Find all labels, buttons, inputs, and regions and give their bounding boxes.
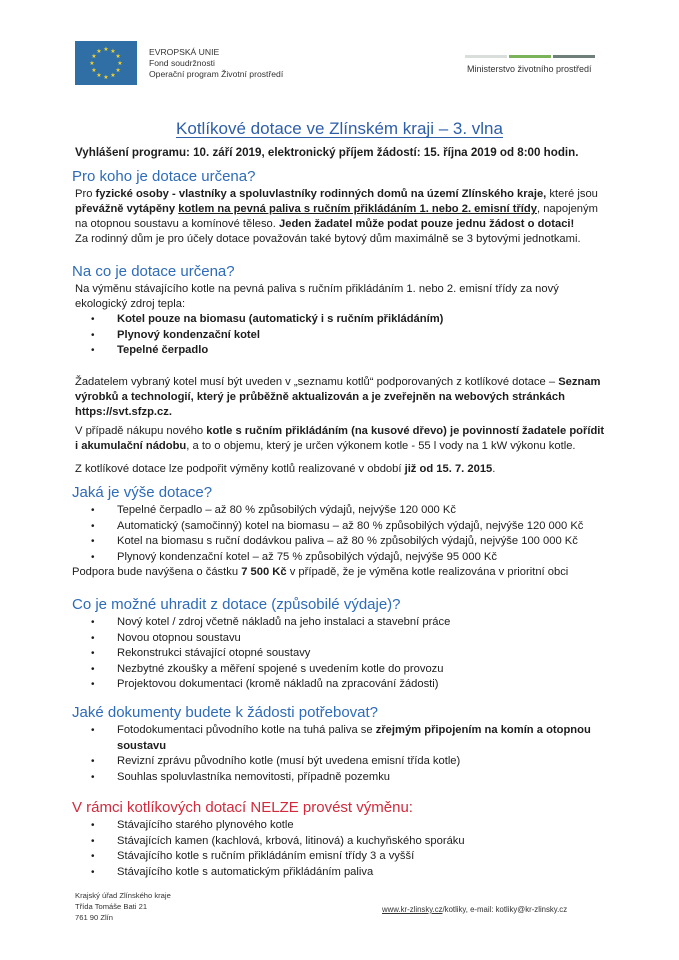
section-heading: Jaká je výše dotace? [72,484,213,501]
eu-star-icon: ★ [103,47,109,53]
eu-flag-icon [75,41,137,85]
list-item-text: Nový kotel / zdroj včetně nákladů na jeho instalaci a stavební práce [117,616,451,628]
list-item-text: Plynový kondenzační kotel – až 75 % způsobilých výdajů, nejvýše 95 000 Kč [117,550,497,563]
bullet-icon: • [91,632,95,644]
ministry-logo-bars [465,55,595,58]
list-item [87,519,615,535]
text-run: V případě nákupu nového [75,424,207,437]
list-item [87,770,605,786]
eu-star-icon: ★ [96,73,102,80]
list-item [87,646,605,662]
address-line: Krajský úřad Zlínského kraje [75,891,171,900]
bullet-icon: • [91,648,95,659]
list-item-text: Kotel na biomasu s ruční dodávkou paliva – až 80 % způsobilých výdajů, nejvýše 100 000 Kč [117,535,578,547]
website-link[interactable]: www.kr-zlinsky.cz [382,905,443,914]
section-eligible-costs [72,596,605,693]
list-item-text: Souhlas spoluvlastníka nemovitosti, případně pozemku [117,770,391,783]
list-item-text: Stávajících kamen (kachlová, krbová, litinová) a kuchyňského sporáku [117,834,465,847]
list-item-text: Rekonstrukci stávající otopné soustavy [117,647,311,659]
text-run: Z kotlíkové dotace lze podpořit výměny kotlů realizované v období [75,462,405,475]
address-line: 761 90 Zlín [75,913,113,922]
list-item [87,534,615,550]
eu-line-2: Fond soudržnosti [149,58,215,68]
bullet-icon: • [91,679,95,690]
bullet-icon: • [91,725,95,736]
list-item [87,662,605,678]
eu-star-icon: ★ [110,73,116,80]
list-item [87,849,605,865]
list-item [87,723,605,754]
bullet-icon: • [91,835,95,847]
list-item-text: Fotodokumentaci původního kotle na tuhá paliva se [117,724,376,736]
section-heading-warning: V rámci kotlíkových dotací NELZE provést výměnu: [72,799,413,816]
eu-logo-text [149,47,283,80]
list-item-text: Automatický (samočinný) kotel na biomasu – až 80 % způsobilých výdajů, nejvýše 120 000 Kč [117,519,584,532]
section-for-whom [72,168,605,247]
list-item [87,550,615,566]
list-item-text: Tepelné čerpadlo – až 80 % způsobilých výdajů, nejvýše 120 000 Kč [117,504,456,516]
bullet-icon: • [91,771,95,783]
eu-star-icon: ★ [103,75,109,81]
text-run-bold: kotle s ručním přikládáním (na kusové dřevo) je povinností žadatele pořídit i akumulační nádobu [75,424,605,452]
bullet-icon: • [91,536,95,547]
list-item [87,754,605,770]
list-item-text: Stávajícího starého plynového kotle [117,819,294,831]
section-amount [72,484,615,580]
eu-line-3: Operační program Životní prostředí [149,69,284,79]
section-not-allowed [72,799,605,880]
priority-bonus-paragraph [72,565,615,580]
list-item [87,312,605,328]
text-run: , napojeným na otopnou soustavu a komínové těleso. [75,203,598,230]
text-run-bold: již od 15. 7. 2015 [404,462,493,475]
ministry-bar-2 [509,55,551,58]
text-run: v případě, že je výměna kotle realizována v prioritní obci [286,566,569,578]
text-run-bold: fyzické osoby - vlastníky a spoluvlastníky rodinných domů na území Zlínského kraje, [95,188,547,200]
list-item-text: Tepelné čerpadlo [117,344,209,356]
eu-star-icon: ★ [110,48,116,55]
text-run: Pro [75,188,96,200]
list-item-text: Plynový kondenzační kotel [117,328,260,341]
accumulation-tank-paragraph [75,424,605,454]
bullet-icon: • [91,820,95,831]
list-item-text-bold: zřejmým připojením na komín a otopnou soustavu [117,724,591,752]
list-item [87,677,605,693]
list-item-text: Revizní zprávu původního kotle (musí být uvedena emisní třída kotle) [117,755,461,767]
documents-list [75,723,605,785]
list-item-text: Kotel pouze na biomasu (automatický i s ručním přikládáním) [117,313,444,325]
announcement: Vyhlášení programu: 10. září 2019, elektronický příjem žádostí: 15. října 2019 od 8:00 hodin. [75,146,579,159]
bullet-icon: • [91,505,95,516]
eu-star-icon: ★ [91,68,97,74]
text-run-underlined: kotlem na pevná paliva s ručním přikládáním 1. nebo 2. emisní třídy [178,203,537,215]
eu-star-icon: ★ [96,48,102,55]
address-line: Třída Tomáše Bati 21 [75,902,148,911]
footer-address [75,890,171,923]
text-run: Podpora bude navýšena o částku [72,566,242,578]
section-heading: Jaké dokumenty budete k žádosti potřebovat? [72,704,379,721]
bullet-icon: • [91,866,95,878]
bullet-icon: • [91,314,95,325]
section-heading: Na co je dotace určena? [72,263,235,280]
eu-star-icon: ★ [115,68,121,74]
bullet-icon: • [91,551,95,563]
list-item [87,865,605,881]
section-documents [72,704,605,785]
for-what-intro: Na výměnu stávajícího kotle na pevná paliva s ručním přikládáním 1. nebo 2. emisní třídy za nový ekologický zdroj tepla: [75,283,559,310]
bullet-icon: • [91,617,95,628]
list-item [87,503,615,519]
text-run: které jsou [546,188,598,200]
text-run: , a to o objemu, který je určen výkonem kotle - 55 l vody na 1 kW výkonu kotle. [186,439,576,452]
document-title: Kotlíkové dotace ve Zlínském kraji – 3. vlna [176,119,503,139]
ministry-logo [465,55,595,74]
text-run-bold: převážně vytápěny [75,203,179,215]
bullet-icon: • [91,851,95,862]
bullet-icon: • [91,329,95,341]
list-item [87,834,605,850]
eu-star-icon: ★ [117,61,123,67]
list-item-text: Projektovou dokumentaci (kromě nákladů na zpracování žádosti) [117,678,439,690]
list-item [87,818,605,834]
ministry-logo-text: Ministerstvo životního prostředí [467,64,592,74]
contact-text: /kotliky, e-mail: kotliky@kr-zlinsky.cz [442,905,568,914]
list-item-text: Stávajícího kotle s ručním přikládáním emisní třídy 3 a vyšší [117,850,415,862]
eu-star-icon: ★ [89,61,95,67]
text-run: . [492,462,496,475]
text-run-bold: Jeden žadatel může podat pouze jednu žádost o dotaci! [279,218,575,230]
eu-star-icon: ★ [115,54,121,60]
for-whom-paragraph [75,187,605,232]
text-run-bold: 7 500 Kč [241,566,287,578]
eligible-costs-list [75,615,605,693]
boiler-list-paragraph [75,375,605,420]
section-for-what [72,263,605,477]
section-heading: Co je možné uhradit z dotace (způsobilé výdaje)? [72,596,401,613]
not-allowed-list [75,818,605,880]
list-item-text: Nezbytné zkoušky a měření spojené s uvedením kotle do provozu [117,662,444,675]
eligible-date-paragraph [75,462,605,477]
list-item [87,328,605,344]
family-house-note: Za rodinný dům je pro účely dotace považován také bytový dům maximálně se 3 bytovými jednotkami. [75,233,581,245]
heat-source-list [75,312,605,359]
list-item [87,615,605,631]
ministry-bar-3 [553,55,595,58]
eu-line-1: EVROPSKÁ UNIE [149,47,220,57]
bullet-icon: • [91,756,95,767]
list-item [87,631,605,647]
bullet-icon: • [91,520,95,532]
ministry-bar-1 [465,55,507,58]
list-item-text: Stávajícího kotle s automatickým přikládáním paliva [117,865,374,878]
list-item [87,343,605,359]
text-run-bold: Seznam výrobků a technologií, který je průběžně aktualizován a je zveřejněn na webových stránkách https://svt.sfzp.cz. [75,375,601,418]
text-run: Žadatelem vybraný kotel musí být uveden v „seznamu kotlů“ podporovaných z kotlíkové dotace – [75,375,559,388]
eu-logo [75,41,283,85]
eu-star-icon: ★ [91,54,97,60]
bullet-icon: • [91,663,95,675]
list-item-text: Novou otopnou soustavu [117,631,241,644]
section-heading: Pro koho je dotace určena? [72,168,256,185]
bullet-icon: • [91,345,95,356]
footer-contact [382,905,567,914]
amount-list [75,503,615,565]
